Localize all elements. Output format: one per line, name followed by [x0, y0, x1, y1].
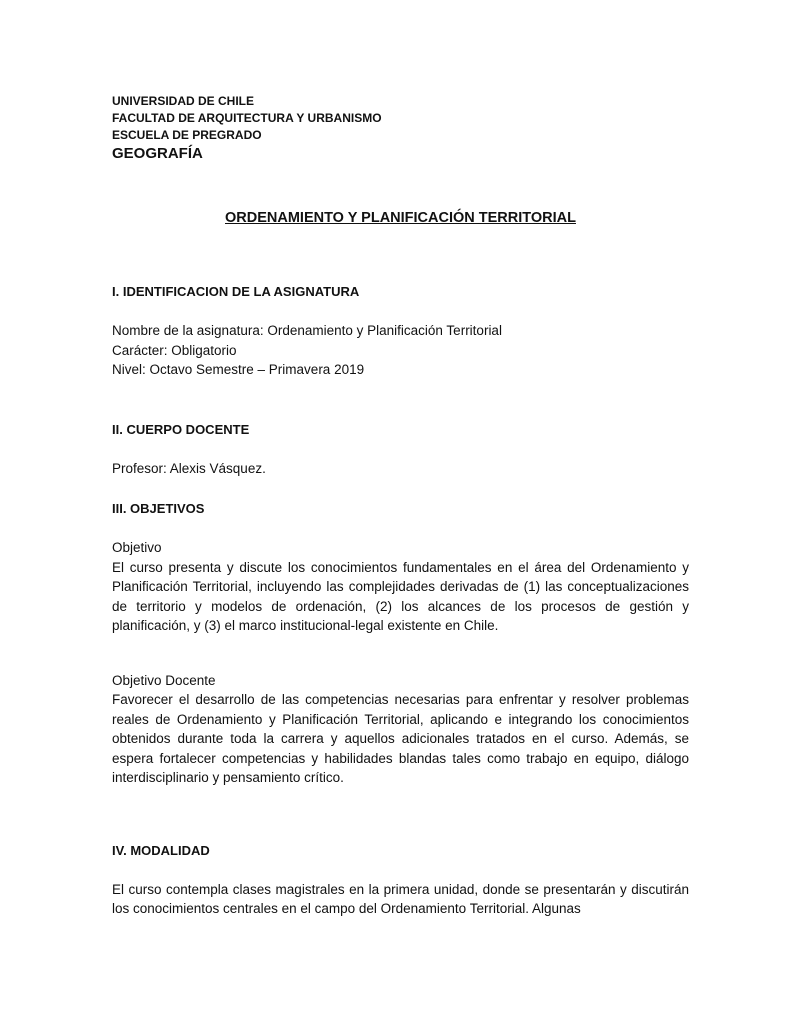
professor-line: Profesor: Alexis Vásquez. — [112, 460, 266, 476]
course-character-line: Carácter: Obligatorio — [112, 342, 237, 358]
faculty-name: FACULTAD DE ARQUITECTURA Y URBANISMO — [112, 111, 382, 125]
modalidad-paragraph: El curso contempla clases magistrales en la primera unidad, donde se presentarán y discutirán los conocimientos centrales en el campo del Ordenamiento Territorial. Algunas — [112, 881, 689, 916]
program-name: GEOGRAFÍA — [112, 145, 203, 162]
teaching-objective-label: Objetivo Docente — [112, 672, 216, 688]
course-name-line: Nombre de la asignatura: Ordenamiento y Planificación Territorial — [112, 323, 502, 338]
teaching-objective-paragraph: Favorecer el desarrollo de las competencias necesarias para enfrentar y resolver problemas reales de Ordenamiento y Planificación Territorial, aplicando e integrando los conocimientos obtenidos durante toda la carrera y aquellos adicionales tratados en el curso. Además, se espera fortalecer competencias y habilidades blandas tales como trabajo en equipo, diálogo interdisciplinario y pensamiento crítico. — [112, 692, 689, 785]
document-content — [112, 93, 689, 919]
section-identificacion-heading: I. IDENTIFICACION DE LA ASIGNATURA — [112, 284, 360, 299]
objective-label: Objetivo — [112, 540, 162, 555]
course-level-line: Nivel: Octavo Semestre – Primavera 2019 — [112, 362, 365, 377]
objective-paragraph: El curso presenta y discute los conocimientos fundamentales en el área del Ordenamiento y Planificación Territorial, incluyendo las complejidades derivadas de (1) las conceptualizaciones de territorio y modelos de ordenación, (2) los alcances de los procesos de gestión y planificación, y (3) el marco institucional-legal existente en Chile. — [112, 559, 689, 633]
section-modalidad-heading: IV. MODALIDAD — [112, 842, 210, 858]
section-objetivos-heading: III. OBJETIVOS — [112, 501, 205, 516]
document-title: ORDENAMIENTO Y PLANIFICACIÓN TERRITORIAL — [225, 210, 576, 226]
university-name: UNIVERSIDAD DE CHILE — [112, 94, 255, 108]
school-name: ESCUELA DE PREGRADO — [112, 128, 262, 142]
section-cuerpo-docente-heading: II. CUERPO DOCENTE — [112, 421, 250, 437]
